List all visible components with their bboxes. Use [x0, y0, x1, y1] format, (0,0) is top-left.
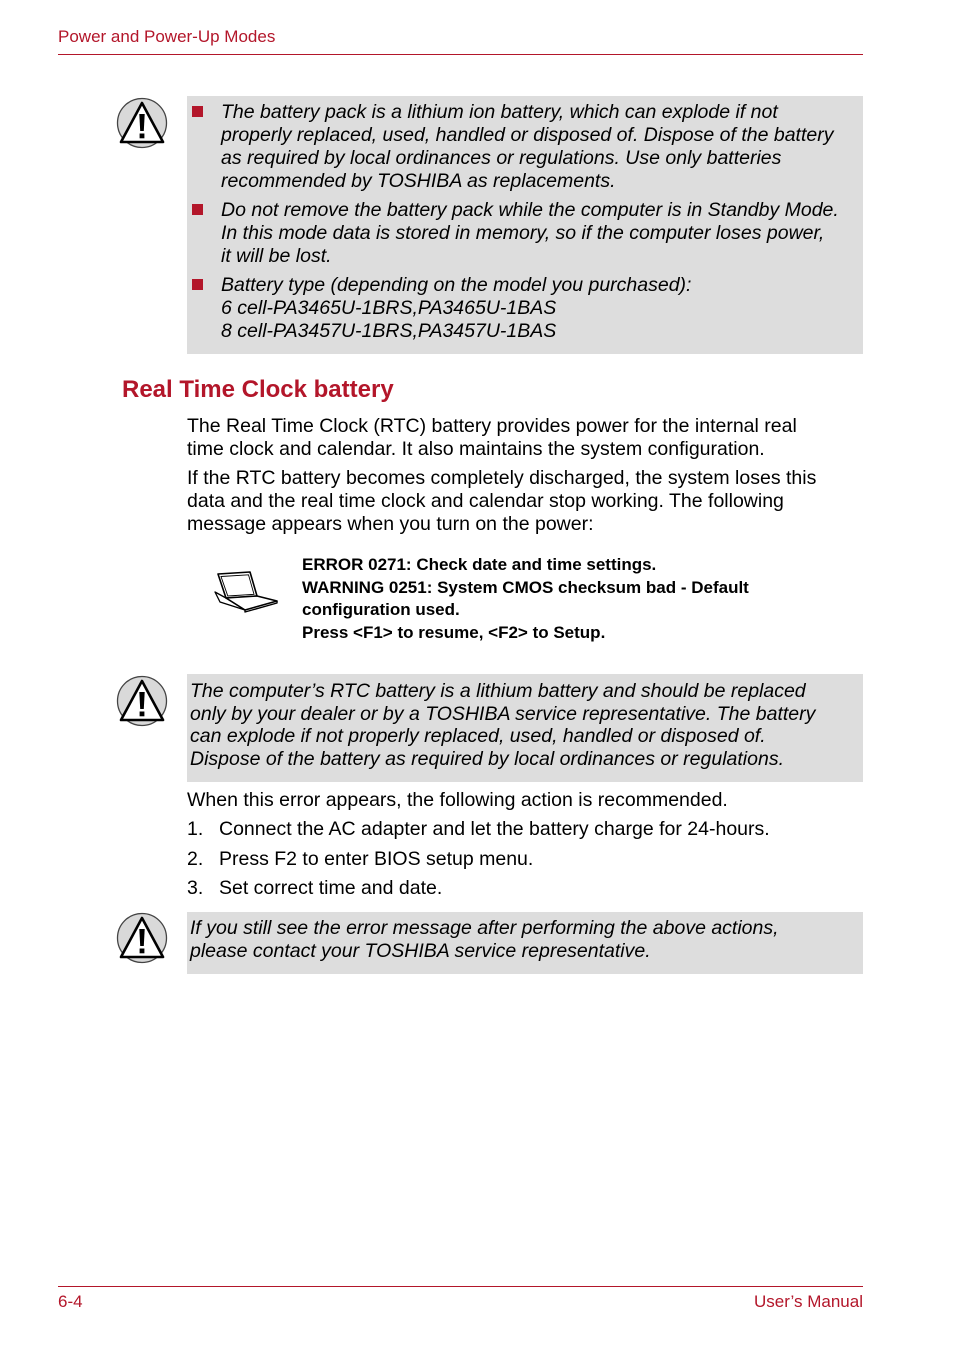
header-rule — [58, 54, 863, 55]
warning-text: it will be lost. — [221, 245, 332, 267]
manual-title: User’s Manual — [754, 1292, 863, 1311]
warning-text: Battery type (depending on the model you purchased): — [221, 274, 692, 296]
warning-text: Dispose of the battery as required by local ordinances or regulations. — [190, 748, 784, 770]
warning-text: only by your dealer or by a TOSHIBA service representative. The battery — [190, 703, 816, 725]
bullet-marker — [192, 279, 203, 290]
step-number: 1. — [187, 818, 204, 840]
error-message-line: Press <F1> to resume, <F2> to Setup. — [302, 623, 606, 642]
footer-rule — [58, 1286, 863, 1287]
bullet-marker — [192, 204, 203, 215]
paragraph-line: data and the real time clock and calendar stop working. The following — [187, 490, 784, 512]
warning-text: can explode if not properly replaced, used, handled or disposed of. — [190, 725, 766, 747]
section-heading: Real Time Clock battery — [122, 376, 394, 403]
warning-triangle-icon — [116, 97, 168, 149]
running-header: Power and Power-Up Modes — [58, 27, 276, 46]
paragraph-line: message appears when you turn on the power: — [187, 513, 594, 535]
warning-text: 8 cell-PA3457U-1BRS,PA3457U-1BAS — [221, 320, 557, 342]
paragraph-line: If the RTC battery becomes completely discharged, the system loses this — [187, 467, 817, 489]
action-intro: When this error appears, the following action is recommended. — [187, 789, 728, 811]
warning-text: please contact your TOSHIBA service representative. — [190, 940, 651, 962]
warning-text: recommended by TOSHIBA as replacements. — [221, 170, 616, 192]
warning-text: The computer’s RTC battery is a lithium battery and should be replaced — [190, 680, 806, 702]
paragraph-line: The Real Time Clock (RTC) battery provides power for the internal real — [187, 415, 797, 437]
error-message-line: ERROR 0271: Check date and time settings. — [302, 555, 657, 574]
warning-text: properly replaced, used, handled or disposed of. Dispose of the battery — [221, 124, 834, 146]
error-message-line: WARNING 0251: System CMOS checksum bad - Default — [302, 578, 749, 597]
page-number: 6-4 — [58, 1292, 83, 1311]
laptop-icon — [210, 568, 280, 614]
warning-text: Do not remove the battery pack while the computer is in Standby Mode. — [221, 199, 839, 221]
step-number: 3. — [187, 877, 204, 899]
warning-text: If you still see the error message after performing the above actions, — [190, 917, 779, 939]
warning-triangle-icon — [116, 912, 168, 964]
bullet-marker — [192, 106, 203, 117]
error-message-line: configuration used. — [302, 600, 460, 619]
step-text: Press F2 to enter BIOS setup menu. — [219, 848, 534, 870]
paragraph-line: time clock and calendar. It also maintains the system configuration. — [187, 438, 765, 460]
warning-text: The battery pack is a lithium ion battery, which can explode if not — [221, 101, 778, 123]
step-text: Set correct time and date. — [219, 877, 443, 899]
warning-text: In this mode data is stored in memory, so if the computer loses power, — [221, 222, 825, 244]
step-number: 2. — [187, 848, 204, 870]
warning-text: 6 cell-PA3465U-1BRS,PA3465U-1BAS — [221, 297, 557, 319]
warning-triangle-icon — [116, 675, 168, 727]
warning-text: as required by local ordinances or regulations. Use only batteries — [221, 147, 782, 169]
step-text: Connect the AC adapter and let the battery charge for 24-hours. — [219, 818, 770, 840]
